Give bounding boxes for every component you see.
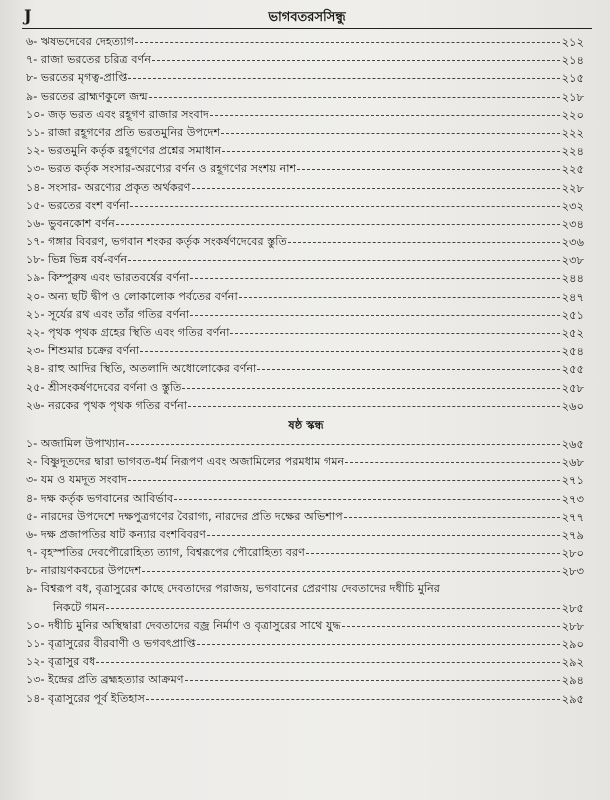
toc-entry-page: ২৬৫ bbox=[561, 436, 584, 451]
toc-entry-title: ৪- দক্ষ কর্তৃক ভগবানের আবির্ভাব bbox=[26, 491, 174, 505]
toc-entry-page: ২৫৪ bbox=[561, 344, 584, 359]
leader-dots bbox=[345, 462, 560, 463]
leader-dots bbox=[221, 133, 560, 134]
leader-dots bbox=[257, 369, 560, 370]
toc-entry-title: ৩- যম ও যমদূত সংবাদ bbox=[26, 473, 127, 487]
toc-entry-page: ২৫২ bbox=[561, 326, 584, 340]
toc-part-1 bbox=[26, 33, 586, 415]
leader-dots bbox=[128, 78, 560, 79]
toc-entry-page: ২১২ bbox=[561, 35, 584, 49]
leader-dots bbox=[297, 169, 560, 170]
toc-entry-wrapped-continuation bbox=[26, 599, 586, 617]
toc-entry-page: ২৭৯ bbox=[561, 527, 584, 542]
toc-entry bbox=[26, 690, 586, 708]
toc-entry-title: ৯- ভরতের ব্রাহ্মণকুলে জন্ম bbox=[26, 89, 148, 103]
leader-dots bbox=[140, 351, 560, 352]
toc-entry bbox=[26, 306, 586, 324]
toc-entry-title: ১০- জড় ভরত এবং রহূগণ রাজার সংবাদ bbox=[26, 107, 209, 121]
toc-entry-page: ২৭৭ bbox=[561, 509, 584, 524]
toc-entry-title: ২৩- শিশুমার চক্রের বর্ণনা bbox=[26, 344, 140, 358]
toc-entry-title-continuation: নিকটে গমন bbox=[53, 600, 106, 614]
toc-entry-title: ৯- বিশ্বরূপ বধ, বৃত্রাসুরের কাছে দেবতাদের পরাজয়, ভগবানের প্রেরণায় দেবতাদের দধীচি মুনির bbox=[26, 582, 440, 596]
toc-entry bbox=[26, 215, 586, 233]
toc-entry-page: ২৭৩ bbox=[561, 491, 584, 506]
leader-dots bbox=[207, 535, 560, 536]
toc-entry bbox=[26, 360, 586, 378]
toc-entry-page: ২২৮ bbox=[561, 180, 584, 195]
toc-entry bbox=[26, 453, 586, 471]
toc-entry bbox=[26, 142, 586, 160]
toc-entry bbox=[26, 671, 586, 689]
toc-entry bbox=[26, 69, 586, 87]
toc-entry-page: ২৪৭ bbox=[561, 289, 584, 304]
toc-entry bbox=[26, 397, 586, 415]
toc-entry bbox=[26, 233, 586, 251]
toc-entry-page: ২৯৫ bbox=[561, 691, 584, 706]
toc-entry-title: ১১- বৃত্রাসুরের বীরবাণী ও ভগবৎপ্রাপ্তি bbox=[26, 637, 196, 650]
leader-dots bbox=[130, 206, 560, 207]
leader-dots bbox=[135, 42, 560, 43]
toc-entry bbox=[26, 51, 586, 69]
toc-entry-page: ২৮৫ bbox=[561, 600, 584, 615]
toc-entry bbox=[26, 251, 586, 269]
toc-entry-wrapped bbox=[26, 580, 586, 598]
leader-dots bbox=[116, 224, 560, 225]
toc-entry bbox=[26, 490, 586, 508]
toc-entry bbox=[26, 324, 586, 342]
toc-entry-title: ২- বিষ্ণুদূতদের দ্বারা ভাগবত-ধর্ম নিরূপণ এবং অজামিলের পরমধাম গমন bbox=[26, 455, 345, 469]
toc-entry-page: ২৫৫ bbox=[561, 362, 584, 377]
toc-entry bbox=[26, 160, 586, 178]
toc-entry bbox=[26, 379, 586, 397]
toc-entry bbox=[26, 197, 586, 215]
leader-dots bbox=[128, 480, 560, 481]
toc-entry-page: ২১৮ bbox=[561, 89, 584, 104]
toc-entry-title: ২৬- নরকের পৃথক পৃথক গতির বর্ণনা bbox=[26, 398, 187, 412]
toc-part-2 bbox=[26, 435, 586, 581]
toc-entry-title: ১৫- ভরতের বংশ বর্ণনা bbox=[26, 198, 130, 212]
toc-entry bbox=[26, 508, 586, 526]
leader-dots bbox=[126, 444, 560, 445]
toc-entry bbox=[26, 106, 586, 124]
toc-entry-title: ৮- ভরতের মৃগত্ব-প্রাপ্তি bbox=[26, 71, 128, 85]
leader-dots bbox=[230, 333, 560, 334]
toc-entry bbox=[26, 288, 586, 306]
toc-entry-page: ২২৪ bbox=[561, 144, 584, 159]
leader-dots bbox=[185, 680, 560, 681]
leader-dots bbox=[188, 406, 560, 407]
leader-dots bbox=[222, 151, 560, 152]
leader-dots bbox=[174, 499, 560, 500]
toc-entry bbox=[26, 179, 586, 197]
toc-entry-page: ২৮৮ bbox=[561, 618, 584, 633]
toc-entry-title: ১৬- ভুবনকোশ বর্ণন bbox=[26, 216, 115, 230]
running-title: ভাগবতরসসিন্ধু bbox=[268, 10, 346, 25]
toc-entry bbox=[26, 33, 586, 51]
leader-dots bbox=[192, 188, 560, 189]
toc-entry-title: ১০- দধীচি মুনির অস্থিদ্বারা দেবতাদের বজ্র নির্মাণ ও বৃত্রাসুরের সাথে যুদ্ধ bbox=[26, 618, 341, 632]
toc-entry-title: ১৩- ভরত কর্তৃক সংসার-অরণ্যের বর্ণন ও রহূগণের সংশয় নাশ bbox=[26, 162, 297, 176]
toc-entry-page: ২৯৪ bbox=[561, 673, 584, 688]
toc-entry-page: ২২৫ bbox=[561, 162, 584, 177]
toc-entry-title: ৭- রাজা ভরতের চরিত্র বর্ণন bbox=[26, 53, 152, 67]
toc-part-3 bbox=[26, 617, 586, 708]
toc-entry-title: ৮- নারায়ণকবচের উপদেশ bbox=[26, 564, 142, 578]
toc-entry-title: ৫- নারদের উপদেশে দক্ষপুত্রগণের বৈরাগ্য, নারদের প্রতি দক্ষের অভিশাপ bbox=[26, 509, 343, 523]
leader-dots bbox=[306, 553, 560, 554]
toc-entry bbox=[26, 653, 586, 671]
toc-entry bbox=[26, 88, 586, 106]
toc-entry bbox=[26, 269, 586, 287]
toc-entry-title: ১৪- বৃত্রাসুরের পূর্ব ইতিহাস bbox=[26, 691, 145, 705]
leader-dots bbox=[190, 315, 560, 316]
toc-entry-title: ২৪- রাহু আদির স্থিতি, অতলাদি অধোলোকের বর্ণনা bbox=[26, 362, 257, 376]
toc-entry-page: ২৭১ bbox=[561, 473, 584, 488]
toc-entry-title: ১১- রাজা রহূগণের প্রতি ভরতমুনির উপদেশ bbox=[26, 125, 221, 139]
leader-dots bbox=[197, 644, 560, 645]
toc-entry-page: ২৩৪ bbox=[561, 216, 584, 231]
toc-entry-title: ৬- ঋষভদেবের দেহত্যাগ bbox=[26, 35, 134, 48]
toc-entry-title: ১৭- গঙ্গার বিবরণ, ভগবান শংকর কর্তৃক সংকর্ষণদেবের স্তুতি bbox=[26, 235, 287, 249]
toc-entry-title: ১৩- ইন্দ্রের প্রতি ব্রহ্মহত্যার আক্রমণ bbox=[26, 673, 184, 687]
leader-dots bbox=[96, 662, 560, 663]
toc-entry-title: ২১- সূর্যের রথ এবং তাঁর গতির বর্ণনা bbox=[26, 307, 190, 321]
toc-entry-page: ২৬৮ bbox=[561, 455, 584, 470]
toc-entry-title: ৭- বৃহস্পতির দেবপৌরোহিত্য ত্যাগ, বিশ্বরূপের পৌরোহিত্য বরণ bbox=[26, 546, 305, 560]
leader-dots bbox=[128, 260, 560, 261]
leader-dots bbox=[182, 388, 560, 389]
toc-entry bbox=[26, 544, 586, 562]
leader-dots bbox=[142, 571, 560, 572]
toc-entry-page: ২৫১ bbox=[561, 307, 584, 322]
leader-dots bbox=[344, 517, 560, 518]
toc-entry bbox=[26, 617, 586, 635]
leader-dots bbox=[152, 60, 560, 61]
toc-entry bbox=[26, 471, 586, 489]
toc-entry bbox=[26, 526, 586, 544]
leader-dots bbox=[210, 115, 560, 116]
toc-entry-title: ১৯- কিম্পুরুষ এবং ভারতবর্ষের বর্ণনা bbox=[26, 271, 190, 285]
toc-entry-page: ২৮৩ bbox=[561, 564, 584, 579]
toc-entry bbox=[26, 635, 586, 653]
toc-entry-title: ১৮- ভিন্ন ভিন্ন বর্ষ-বর্ণন bbox=[26, 253, 128, 267]
toc-entry-page: ২৫৮ bbox=[561, 380, 584, 395]
toc-entry bbox=[26, 562, 586, 580]
toc-entry-page: ২৯২ bbox=[561, 655, 584, 670]
toc-entry-page: ২২০ bbox=[561, 107, 584, 122]
leader-dots bbox=[288, 242, 560, 243]
toc-entry-page: ২৩৬ bbox=[561, 235, 584, 250]
leader-dots bbox=[146, 699, 560, 700]
leader-dots bbox=[149, 97, 560, 98]
toc-entry-page: ২৩২ bbox=[561, 198, 584, 213]
toc-entry bbox=[26, 124, 586, 142]
toc-entry-title: ২২- পৃথক পৃথক গ্রহের স্থিতি এবং গতির বর্ণনা bbox=[26, 326, 230, 339]
toc-entry-page: ২৬০ bbox=[561, 398, 584, 413]
page-letter: J bbox=[24, 6, 32, 25]
toc-entry-page: ২১৪ bbox=[561, 53, 584, 68]
leader-dots bbox=[239, 297, 560, 298]
toc-entry-title: ১২- বৃত্রাসুর বধ bbox=[26, 655, 96, 669]
toc-entry-page: ২৯০ bbox=[561, 637, 584, 651]
leader-dots bbox=[106, 608, 560, 609]
toc-entry bbox=[26, 435, 586, 453]
toc-entry-page: ২৪৪ bbox=[561, 271, 584, 286]
toc-entry-title: ২০- অন্য ছটি দ্বীপ ও লোকালোক পর্বতের বর্ণনা bbox=[26, 289, 238, 303]
toc-entry-title: ১২- ভরতমুনি কর্তৃক রহূগণের প্রশ্নের সমাধান bbox=[26, 144, 222, 158]
leader-dots bbox=[342, 626, 560, 627]
toc-entry-title: ১- অজামিল উপাখ্যান bbox=[26, 436, 126, 450]
page-header bbox=[22, 6, 592, 29]
toc-entry-title: ২৫- শ্রীসংকর্ষণদেবের বর্ণনা ও স্তুতি bbox=[26, 380, 182, 394]
leader-dots bbox=[190, 278, 560, 279]
toc-entry-page: ২৩৮ bbox=[561, 253, 584, 268]
toc-entry-page: ২১৫ bbox=[561, 71, 584, 86]
toc-entry-page: ২২২ bbox=[561, 125, 584, 140]
toc-entry-page: ২৮০ bbox=[561, 546, 584, 561]
toc-entry-title: ১৪- সংসার- অরণ্যের প্রকৃত অর্থকরণ bbox=[26, 180, 191, 194]
section-heading: ষষ্ঠ স্কন্ধ bbox=[288, 417, 324, 432]
toc-entry-title: ৬- দক্ষ প্রজাপতির ষাট কন্যার বংশবিবরণ bbox=[26, 527, 206, 541]
toc-entry bbox=[26, 342, 586, 360]
table-of-contents bbox=[26, 33, 586, 708]
